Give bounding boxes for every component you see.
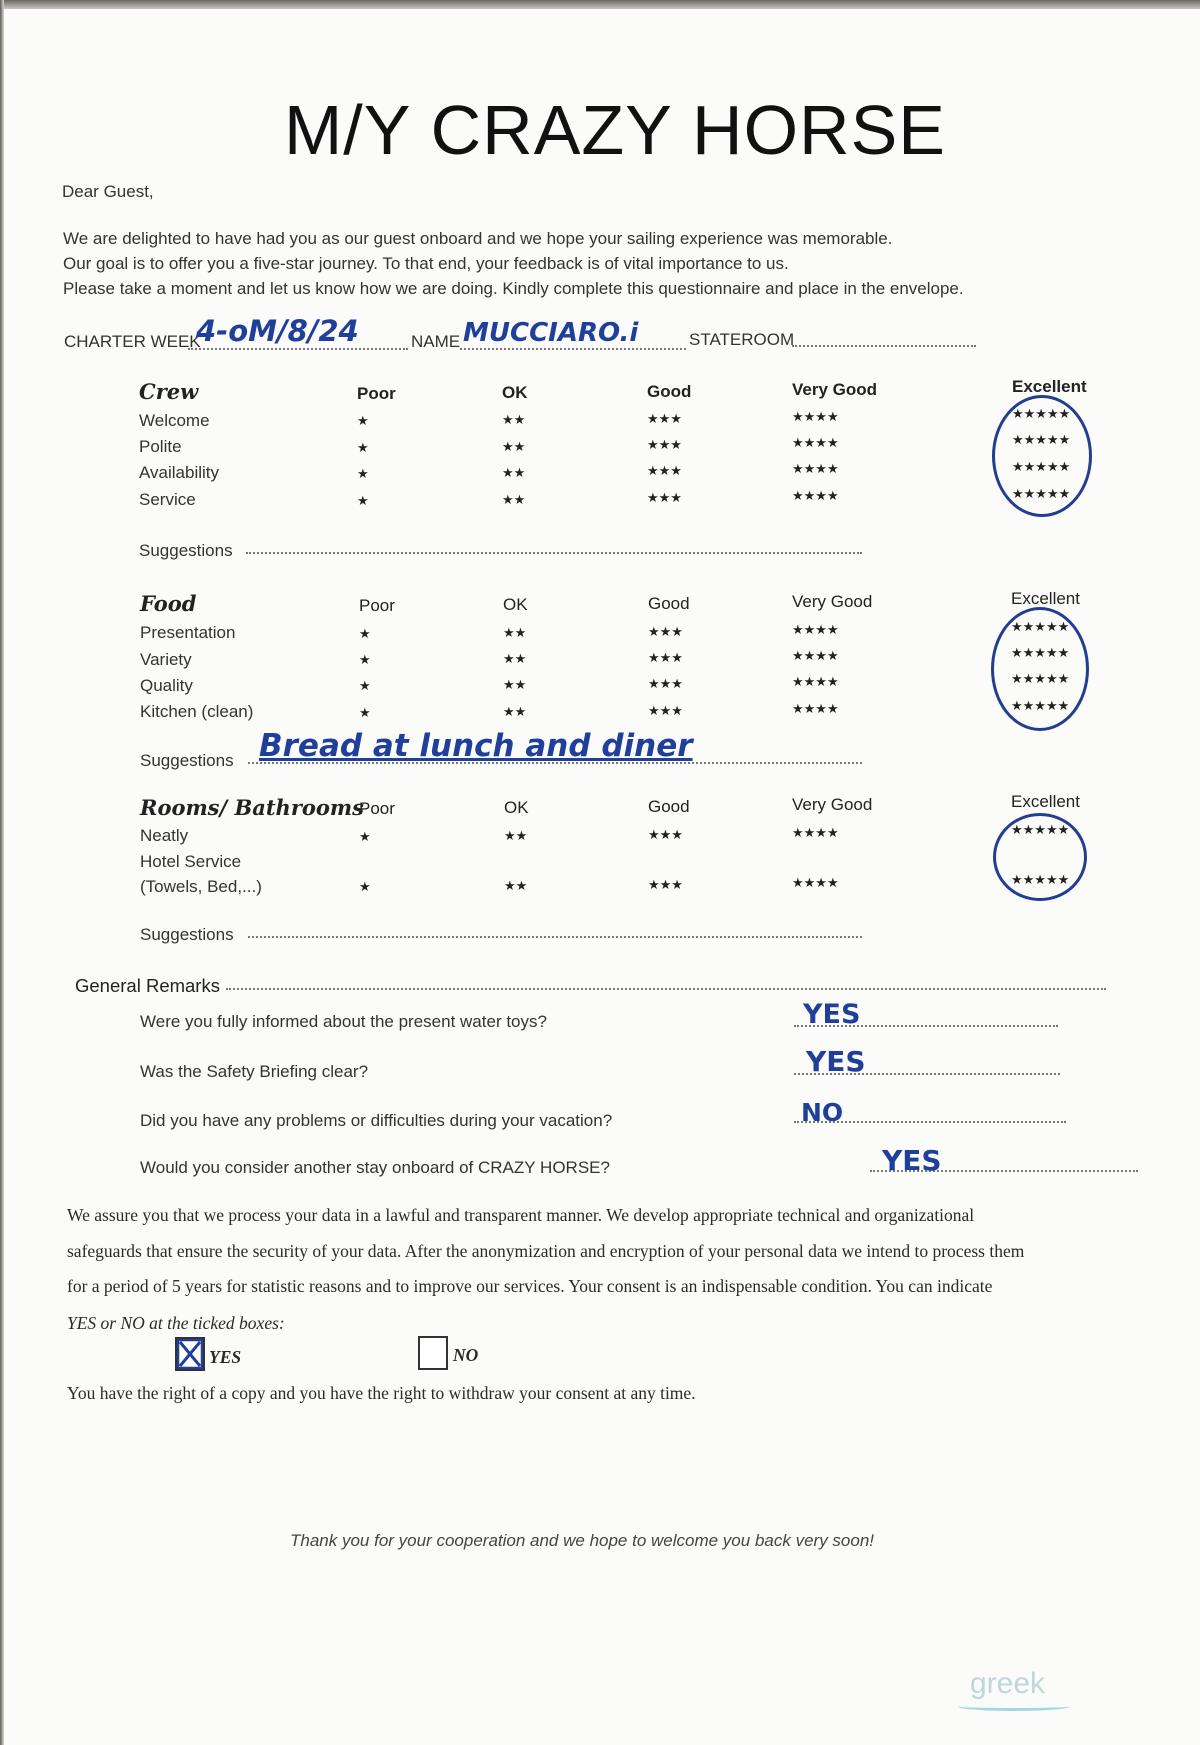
rating-good[interactable]: ★★★ xyxy=(647,463,682,478)
charter-week-label: CHARTER WEEK xyxy=(64,332,201,351)
consent-yes-checkbox[interactable] xyxy=(175,1337,205,1371)
stateroom-label: STATEROOM xyxy=(689,330,795,349)
rating-excellent[interactable]: ★★★★★ xyxy=(1011,645,1070,660)
column-header-poor: Poor xyxy=(359,596,395,615)
rating-poor[interactable]: ★ xyxy=(357,466,369,481)
rating-ok[interactable]: ★★ xyxy=(502,412,526,427)
rating-poor[interactable]: ★ xyxy=(359,652,371,667)
rating-ok[interactable]: ★★ xyxy=(503,651,527,666)
suggestions-value[interactable]: Bread at lunch and diner xyxy=(259,728,693,764)
row-label: Neatly xyxy=(140,826,189,845)
rating-excellent[interactable]: ★★★★★ xyxy=(1011,671,1070,686)
row-label: Variety xyxy=(140,650,192,669)
column-header-very-good: Very Good xyxy=(792,592,873,611)
name-value[interactable]: MUCCIARO.i xyxy=(463,318,639,348)
column-header-very-good: Very Good xyxy=(792,380,878,399)
rating-excellent[interactable]: ★★★★★ xyxy=(1011,872,1070,887)
rating-ok[interactable]: ★★ xyxy=(502,492,526,507)
column-header-poor: Poor xyxy=(359,799,395,818)
rating-excellent[interactable]: ★★★★★ xyxy=(1011,822,1070,837)
stateroom-line xyxy=(792,345,976,347)
question-text: Was the Safety Briefing clear? xyxy=(140,1062,369,1081)
suggestions-line xyxy=(248,936,862,938)
column-header-poor: Poor xyxy=(357,384,396,403)
rating-ok[interactable]: ★★ xyxy=(503,704,527,719)
consent-yes-label: YES xyxy=(209,1347,242,1367)
section-title-crew: Crew xyxy=(139,379,199,404)
rating-excellent[interactable]: ★★★★★ xyxy=(1011,619,1070,634)
left-edge xyxy=(0,0,4,1745)
consent-no-label: NO xyxy=(453,1345,479,1365)
charter-week-value[interactable]: 4-oM/8/24 xyxy=(196,314,359,348)
watermark-wave xyxy=(958,1702,1070,1711)
rating-very-good[interactable]: ★★★★ xyxy=(792,409,839,424)
rating-very-good[interactable]: ★★★★ xyxy=(792,435,839,450)
column-header-excellent: Excellent xyxy=(1012,377,1087,396)
rating-very-good[interactable]: ★★★★ xyxy=(792,825,839,840)
intro-line: Our goal is to offer you a five-star journey. To that end, your feedback is of vital importance to us. xyxy=(63,254,789,273)
rating-good[interactable]: ★★★ xyxy=(647,437,682,452)
rating-good[interactable]: ★★★ xyxy=(648,703,683,718)
column-header-excellent: Excellent xyxy=(1011,589,1080,608)
rating-very-good[interactable]: ★★★★ xyxy=(792,701,839,716)
rating-poor[interactable]: ★ xyxy=(359,705,371,720)
rating-very-good[interactable]: ★★★★ xyxy=(792,461,839,476)
row-label: Service xyxy=(139,490,196,509)
privacy-text: We assure you that we process your data in a lawful and transparent manner. We develop appropriate technical and organizational xyxy=(67,1205,975,1225)
rating-very-good[interactable]: ★★★★ xyxy=(792,875,839,890)
rating-ok[interactable]: ★★ xyxy=(503,677,527,692)
row-label: Availability xyxy=(139,463,220,482)
rating-poor[interactable]: ★ xyxy=(357,493,369,508)
check-x-icon xyxy=(177,1339,203,1369)
row-label: (Towels, Bed,...) xyxy=(140,877,262,896)
rating-good[interactable]: ★★★ xyxy=(648,827,683,842)
name-label: NAME xyxy=(411,332,461,351)
privacy-text: for a period of 5 years for statistic reasons and to improve our services. Your consent is an indispensable condition. You can indicate xyxy=(67,1276,993,1296)
column-header-ok: OK xyxy=(504,798,529,817)
rating-poor[interactable]: ★ xyxy=(359,879,371,894)
excellent-selection-circle xyxy=(992,395,1092,517)
row-label: Welcome xyxy=(139,411,210,430)
question-text: Did you have any problems or difficulties during your vacation? xyxy=(140,1111,613,1130)
rating-good[interactable]: ★★★ xyxy=(648,650,683,665)
excellent-selection-circle xyxy=(991,607,1089,731)
rating-good[interactable]: ★★★ xyxy=(647,411,682,426)
rating-ok[interactable]: ★★ xyxy=(502,465,526,480)
rating-poor[interactable]: ★ xyxy=(359,626,371,641)
row-label: Kitchen (clean) xyxy=(140,702,254,721)
rating-poor[interactable]: ★ xyxy=(357,413,369,428)
rating-excellent[interactable]: ★★★★★ xyxy=(1012,432,1071,447)
column-header-excellent: Excellent xyxy=(1011,792,1080,811)
rating-ok[interactable]: ★★ xyxy=(504,878,528,893)
intro-line: We are delighted to have had you as our guest onboard and we hope your sailing experience was memorable. xyxy=(63,229,893,248)
watermark-logo: greek xyxy=(970,1667,1046,1700)
column-header-good: Good xyxy=(648,594,690,613)
name-line xyxy=(460,348,686,350)
suggestions-label: Suggestions xyxy=(140,925,234,944)
rating-good[interactable]: ★★★ xyxy=(648,624,683,639)
row-label: Quality xyxy=(140,676,193,695)
question-text: Would you consider another stay onboard of CRAZY HORSE? xyxy=(140,1158,610,1177)
page-title: M/Y CRAZY HORSE xyxy=(284,91,946,169)
answer-value[interactable]: YES xyxy=(806,1045,866,1078)
answer-value[interactable]: YES xyxy=(803,999,861,1030)
row-label: Presentation xyxy=(140,623,236,642)
rating-ok[interactable]: ★★ xyxy=(504,828,528,843)
privacy-text: safeguards that ensure the security of your data. After the anonymization and encryption of your personal data we intend to process them xyxy=(67,1241,1025,1261)
suggestions-line xyxy=(246,552,862,554)
answer-value[interactable]: NO xyxy=(801,1098,844,1127)
column-header-good: Good xyxy=(648,797,690,816)
rating-poor[interactable]: ★ xyxy=(357,440,369,455)
top-edge xyxy=(0,0,1200,9)
rating-very-good[interactable]: ★★★★ xyxy=(792,488,839,503)
rating-excellent[interactable]: ★★★★★ xyxy=(1011,698,1070,713)
intro-line: Please take a moment and let us know how we are doing. Kindly complete this questionnaire and place in the envelope. xyxy=(63,279,964,298)
consent-no-checkbox[interactable] xyxy=(418,1336,448,1370)
column-header-good: Good xyxy=(647,382,692,401)
rating-excellent[interactable]: ★★★★★ xyxy=(1012,459,1071,474)
question-text: Were you fully informed about the present water toys? xyxy=(140,1012,547,1031)
rating-good[interactable]: ★★★ xyxy=(648,676,683,691)
rating-excellent[interactable]: ★★★★★ xyxy=(1012,406,1071,421)
suggestions-label: Suggestions xyxy=(139,541,233,560)
row-label: Hotel Service xyxy=(140,852,242,871)
thank-you-line: Thank you for your cooperation and we hope to welcome you back very soon! xyxy=(290,1531,875,1550)
rating-ok[interactable]: ★★ xyxy=(502,439,526,454)
excellent-selection-circle xyxy=(993,813,1087,901)
rating-very-good[interactable]: ★★★★ xyxy=(792,648,839,663)
rating-very-good[interactable]: ★★★★ xyxy=(792,674,839,689)
rating-excellent[interactable]: ★★★★★ xyxy=(1012,486,1071,501)
column-header-ok: OK xyxy=(503,595,528,614)
greeting: Dear Guest, xyxy=(62,182,154,201)
general-remarks-line xyxy=(226,988,1106,990)
section-title-food: Food xyxy=(140,591,197,616)
rating-very-good[interactable]: ★★★★ xyxy=(792,622,839,637)
section-title-rooms: Rooms/ Bathrooms xyxy=(140,795,364,820)
rating-good[interactable]: ★★★ xyxy=(647,490,682,505)
privacy-text: YES or NO at the ticked boxes: xyxy=(67,1313,285,1333)
suggestions-label: Suggestions xyxy=(140,751,234,770)
column-header-very-good: Very Good xyxy=(792,795,873,814)
rating-ok[interactable]: ★★ xyxy=(503,625,527,640)
rating-poor[interactable]: ★ xyxy=(359,829,371,844)
charter-week-line xyxy=(188,348,408,350)
general-remarks-label: General Remarks xyxy=(75,975,220,996)
rating-poor[interactable]: ★ xyxy=(359,678,371,693)
answer-value[interactable]: YES xyxy=(882,1144,942,1177)
privacy-footer: You have the right of a copy and you have the right to withdraw your consent at any time. xyxy=(67,1383,696,1403)
rating-good[interactable]: ★★★ xyxy=(648,877,683,892)
row-label: Polite xyxy=(139,437,182,456)
column-header-ok: OK xyxy=(502,383,528,402)
